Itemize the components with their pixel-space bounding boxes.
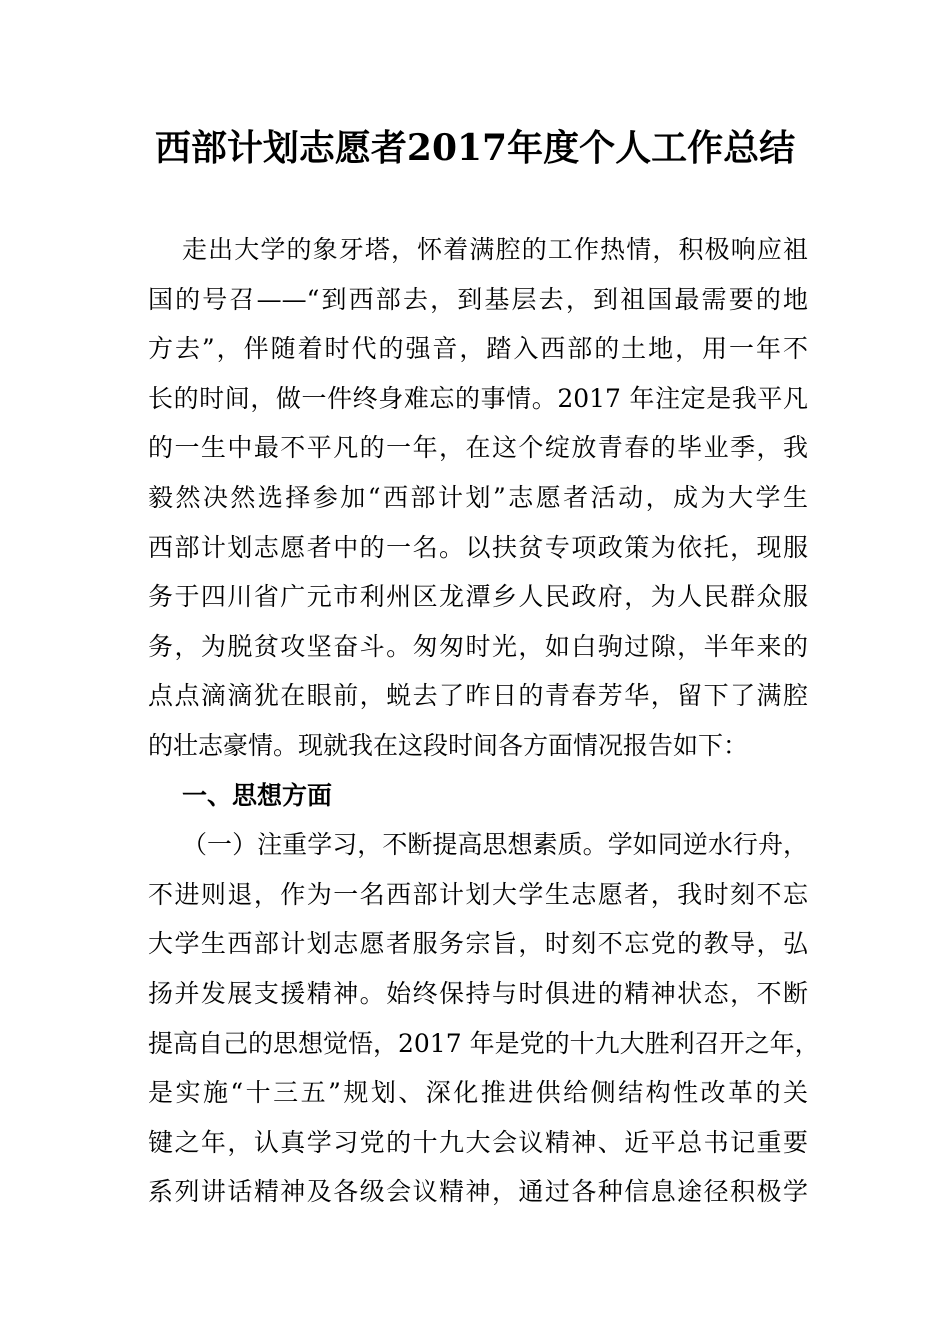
paragraph-line: 提高自己的思想觉悟，2017 年是党的十九大胜利召开之年， — [148, 1028, 820, 1058]
paragraph-line: 大学生西部计划志愿者服务宗旨，时刻不忘党的教导，弘 — [148, 929, 808, 959]
paragraph-line: 长的时间，做一件终身难忘的事情。2017 年注定是我平凡 — [148, 383, 808, 413]
paragraph-line: 点点滴滴犹在眼前，蜕去了昨日的青春芳华，留下了满腔 — [148, 681, 808, 711]
paragraph-line: 是实施“十三五”规划、深化推进供给侧结构性改革的关 — [148, 1078, 808, 1108]
document-title: 西部计划志愿者2017年度个人工作总结 — [154, 127, 796, 169]
paragraph-line: 走出大学的象牙塔，怀着满腔的工作热情，积极响应祖 — [182, 235, 808, 264]
paragraph-line: 键之年，认真学习党的十九大会议精神、近平总书记重要 — [148, 1127, 808, 1157]
paragraph-line: 的一生中最不平凡的一年，在这个绽放青春的毕业季，我 — [148, 433, 808, 463]
paragraph-line: 务于四川省广元市利州区龙潭乡人民政府，为人民群众服 — [148, 582, 808, 612]
section-heading: 一、思想方面 — [182, 780, 333, 810]
paragraph-line: 系列讲话精神及各级会议精神，通过各种信息途径积极学 — [148, 1177, 808, 1207]
paragraph-line: 毅然决然选择参加“西部计划”志愿者活动，成为大学生 — [148, 482, 808, 512]
paragraph-line: 国的号召——“到西部去，到基层去，到祖国最需要的地 — [148, 284, 808, 314]
paragraph-line: 的壮志豪情。现就我在这段时间各方面情况报告如下： — [148, 730, 749, 760]
paragraph-line: （一）注重学习，不断提高思想素质。学如同逆水行舟， — [182, 830, 808, 860]
paragraph-line: 西部计划志愿者中的一名。以扶贫专项政策为依托，现服 — [148, 532, 808, 562]
paragraph-line: 务，为脱贫攻坚奋斗。匆匆时光，如白驹过隙，半年来的 — [148, 631, 808, 661]
paragraph-line: 扬并发展支援精神。始终保持与时俱进的精神状态，不断 — [148, 978, 808, 1008]
paragraph-line: 不进则退，作为一名西部计划大学生志愿者，我时刻不忘 — [148, 879, 808, 909]
paragraph-line: 方去”，伴随着时代的强音，踏入西部的土地，用一年不 — [148, 334, 808, 364]
document-body — [148, 225, 820, 1217]
